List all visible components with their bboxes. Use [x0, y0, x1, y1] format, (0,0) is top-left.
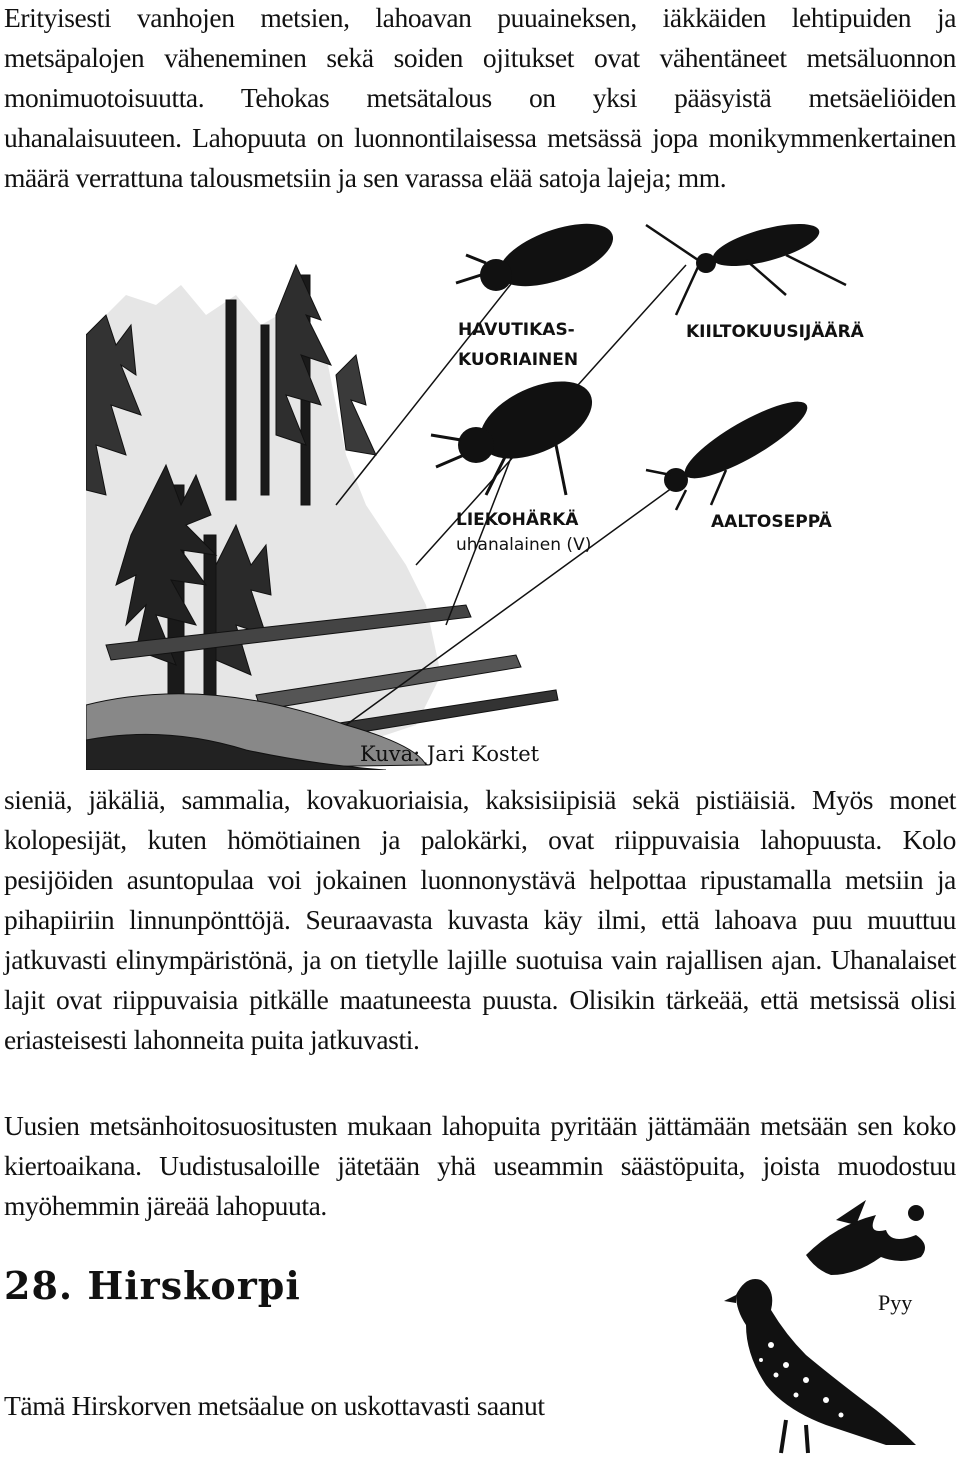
section-heading: 28. Hirskorpi [4, 1263, 301, 1308]
label-uhanalainen: uhanalainen (V) [456, 535, 592, 555]
beetle-havutikaskuoriainen [456, 211, 621, 299]
bird-caption: Pyy [878, 1290, 913, 1315]
body-paragraph: sieniä, jäkäliä, sammalia, kovakuoriaisia, kaksisiipisiä sekä pistiäisiä. Myös monet kolopesijät, kuten hömötiainen ja palokärki, ovat riippuvaisia lahopuusta. Kolo pesijöiden asuntopulaa voi jokainen luonnonystävä helpottaa ripustamalla metsiin ja pihapiiriin linnunpönttöjä. Seuraavasta kuvasta käy ilmi, että lahoava puu muuttuu jatkuvasti elinympäristönä, ja on tietylle lajille suotuisa vain rajallisen ajan. Uhanalaiset lajit ovat riippuvaisia pitkälle maatuneesta puusta. Olisikin tärkeää, että metsissä olisi eriasteisesti lahonneita puita jatkuvasti. [4, 784, 956, 1055]
label-aaltoseppa: AALTOSEPPÄ [711, 512, 832, 532]
forest-beetles-drawing [86, 205, 906, 770]
beetle-kiiltokuusijaara [646, 215, 846, 315]
hazel-grouse-illustration [716, 1195, 960, 1458]
intro-paragraph: Erityisesti vanhojen metsien, lahoavan puuaineksen, iäkkäiden lehtipuiden ja metsäpalojen väheneminen sekä soiden ojitukset ovat vähentäneet metsäluonnon monimuotoisuutta. Tehokas metsätalous on yksi pääsyistä metsäeliöiden uhanalaisuuteen. Lahopuuta on luonnontilaisessa metsässä jopa monikymmenkertainen määrä verrattuna talousmetsiin ja sen varassa elää satoja lajeja; mm. [4, 2, 956, 193]
label-liekoharka: LIEKOHÄRKÄ [456, 510, 579, 530]
beetle-liekoharka [431, 366, 604, 495]
hazel-grouse-drawing [716, 1195, 960, 1458]
section-intro-text: Tämä Hirskorven metsäalue on uskottavasti saanut [4, 1390, 545, 1421]
label-kiiltokuusijaara: KIILTOKUUSIJÄÄRÄ [686, 322, 864, 342]
label-kuoriainen: KUORIAINEN [458, 350, 579, 370]
figure-caption: Kuva: Jari Kostet [360, 742, 540, 766]
beetle-aaltoseppa [646, 389, 816, 510]
flying-grouse [806, 1200, 925, 1275]
label-havutikas: HAVUTIKAS- [458, 320, 575, 340]
recommendation-paragraph: Uusien metsänhoitosuositusten mukaan lahopuita pyritään jättämään metsään sen koko kiertoaikana. Uudistusaloille jätetään yhä useammin säästöpuita, joista muodostuu myöhemmin järeää lahopuuta. [4, 1110, 956, 1221]
forest-beetles-illustration [86, 205, 906, 770]
